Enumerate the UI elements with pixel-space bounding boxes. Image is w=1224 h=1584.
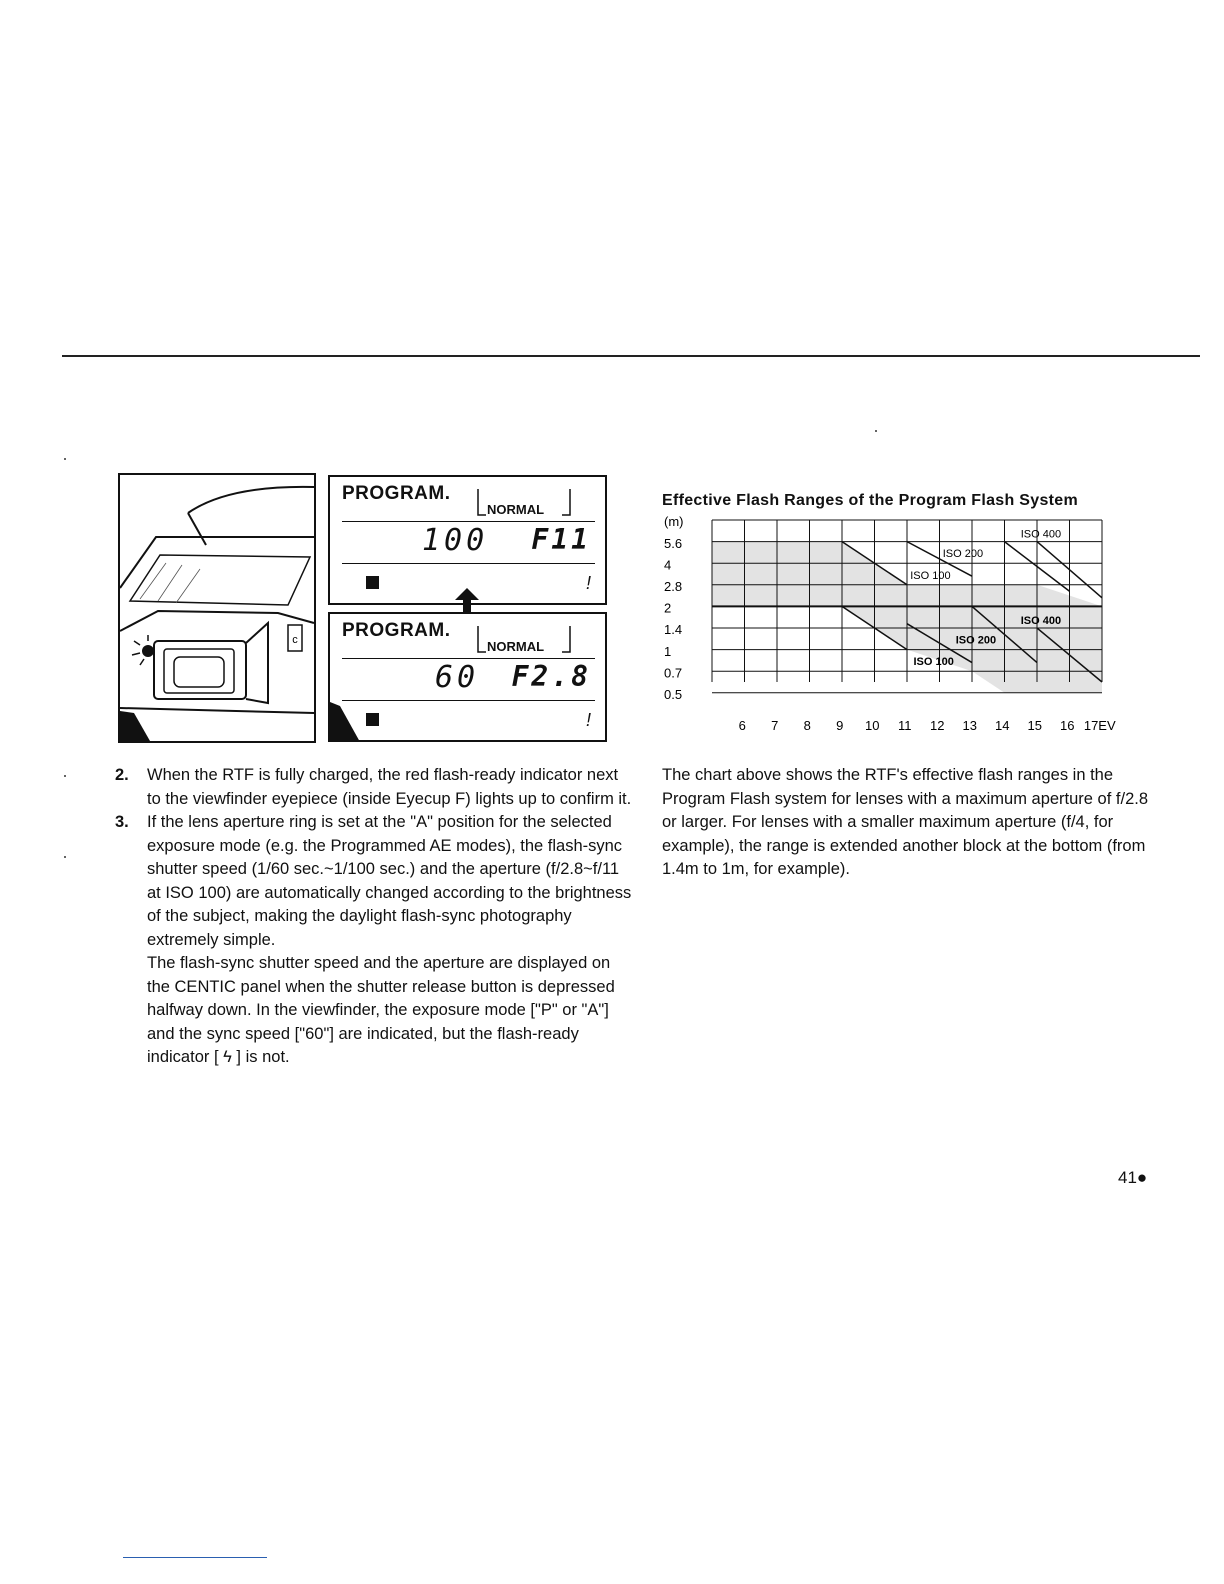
lcd-tick: !: [585, 710, 591, 730]
y-tick-label: 5.6: [664, 535, 683, 551]
lcd-divider: [342, 521, 595, 522]
x-tick-label: 15: [1027, 718, 1042, 733]
lcd-mode-label: PROGRAM.: [342, 483, 451, 504]
lcd-aperture: F2.8: [511, 660, 591, 693]
header-rule: [62, 355, 1200, 357]
y-tick-label: 0.5: [664, 687, 683, 702]
y-tick-label: 0.7: [664, 665, 683, 681]
speck: [64, 856, 66, 858]
camera-viewfinder-illustration: [118, 473, 316, 743]
series-label: ISO 400: [1020, 615, 1062, 627]
speck: [64, 775, 66, 777]
lcd-divider: [342, 563, 595, 564]
lcd-indicator-square: [366, 713, 379, 726]
x-tick-label: 17EV: [1083, 718, 1116, 733]
lcd-mode-label: PROGRAM.: [342, 620, 451, 641]
speck: [64, 458, 66, 460]
series-label: ISO 100: [910, 569, 951, 582]
step-number: 2.: [115, 766, 129, 784]
lcd-divider: [342, 700, 595, 701]
x-tick-label: 11: [898, 718, 912, 733]
bottom-link-line: [123, 1557, 267, 1558]
lcd-panel-top: [328, 475, 607, 605]
step-text: If the lens aperture ring is set at the "A" position for the selected exposure mode (e.g. the Programmed AE modes), the flash-sync shutter speed (1/60 sec.~1/100 sec.) and the aperture (f/2.8~f/11 at ISO 100) are automatically changed according to the brightness of the subject, making the daylight flash-sync photography extremely simple.: [147, 813, 632, 949]
list-item: [115, 764, 635, 811]
y-tick-label: 1.4: [664, 622, 683, 638]
x-tick-label: 8: [803, 718, 811, 733]
lcd-tick: !: [585, 573, 591, 593]
x-tick-label: 16: [1060, 718, 1075, 733]
y-tick-label: 4: [664, 557, 672, 573]
lcd-divider: [342, 658, 595, 659]
step-text-continued: The flash-sync shutter speed and the aperture are displayed on the CENTIC panel when the shutter release button is depressed halfway down. In the viewfinder, the exposure mode ["P" or "A"] and the sync speed ["60"] are indicated, but the flash-ready indicator [ ϟ ] is not.: [147, 954, 615, 1066]
lcd-corner-mark: [330, 702, 360, 742]
lcd-metering-label: NORMAL: [487, 639, 545, 654]
steps-list: [115, 764, 635, 1070]
y-axis-label: (m): [664, 514, 684, 529]
series-label: ISO 200: [942, 548, 984, 561]
x-tick-label: 9: [836, 718, 844, 733]
y-tick-label: 2: [664, 600, 672, 616]
x-tick-label: 10: [865, 718, 880, 733]
svg-text:c: c: [292, 634, 298, 646]
chart-title: Effective Flash Ranges of the Program Flash System: [662, 492, 1079, 509]
chart-description: The chart above shows the RTF's effective flash ranges in the Program Flash system for lenses with a maximum aperture of f/2.8 or larger. For lenses with a smaller maximum aperture (f/4, for example), the range is extended another block at the bottom (from 1.4m to 1m, for example).: [662, 766, 1149, 878]
lcd-metering-label: NORMAL: [487, 502, 545, 517]
lcd-shutter-speed: 60: [435, 660, 480, 695]
list-item: [115, 811, 635, 1070]
step-text: When the RTF is fully charged, the red flash-ready indicator next to the viewfinder eyepiece (inside Eyecup F) lights up to confirm it.: [147, 766, 632, 808]
x-tick-label: 6: [738, 718, 746, 733]
lcd-indicator-square: [366, 576, 379, 589]
x-tick-label: 13: [962, 718, 977, 733]
page-number: 41●: [1118, 1168, 1148, 1187]
series-label: ISO 100: [913, 656, 954, 669]
flash-range-chart: [662, 512, 1152, 742]
y-tick-label: 2.8: [664, 579, 683, 594]
series-label: ISO 400: [1020, 528, 1062, 541]
step-number: 3.: [115, 813, 129, 831]
lcd-aperture: F11: [531, 523, 591, 556]
lcd-panel-bottom: [328, 612, 607, 742]
x-tick-label: 7: [771, 718, 779, 733]
x-tick-label: 14: [995, 718, 1010, 733]
y-tick-label: 1: [664, 643, 672, 659]
x-tick-label: 12: [930, 718, 945, 733]
series-label: ISO 200: [955, 634, 997, 647]
speck: [875, 430, 877, 432]
lcd-shutter-speed: 100: [422, 523, 489, 558]
